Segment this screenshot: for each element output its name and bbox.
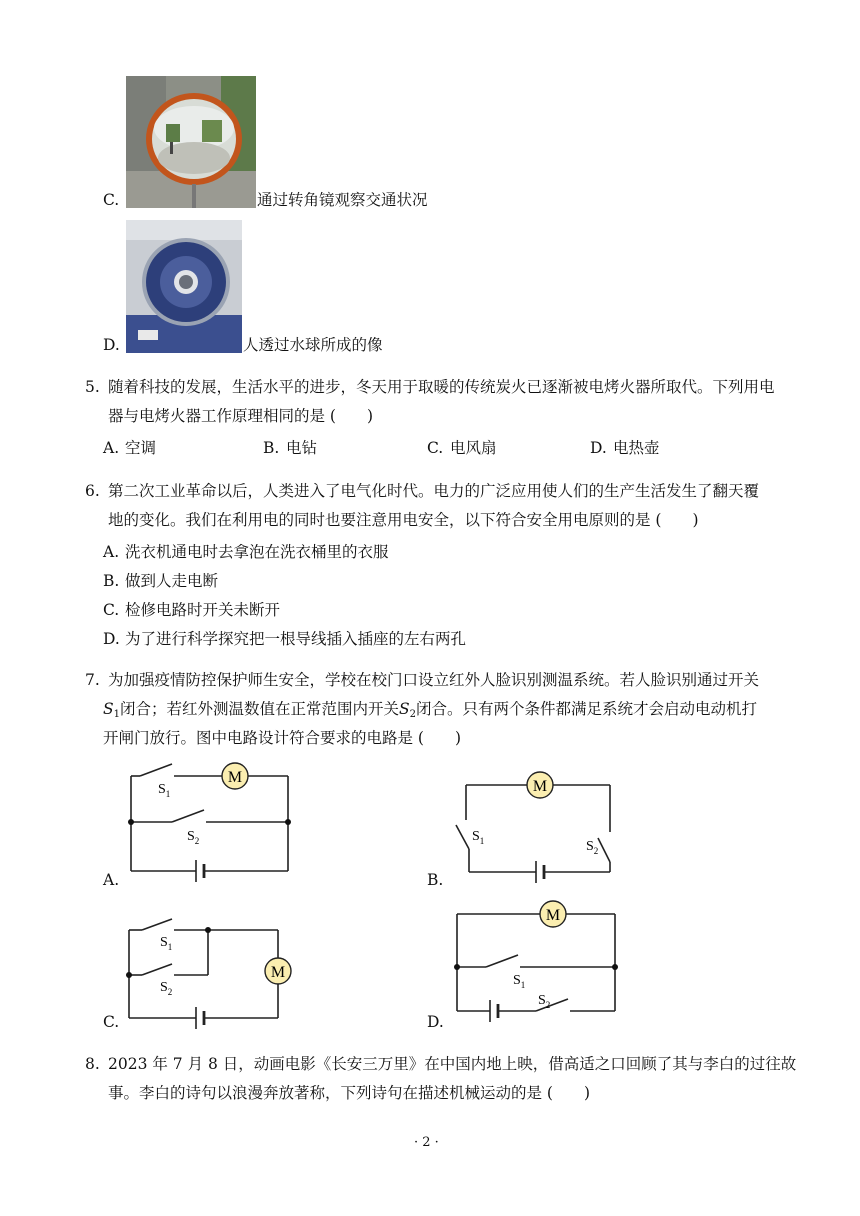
- circuit-diagram-d: [446, 898, 626, 1028]
- water-ball-photo: [126, 220, 242, 353]
- circuit-letter: C.: [103, 1013, 120, 1031]
- svg-text:M: M: [270, 964, 286, 981]
- circuit-diagram-c: [110, 912, 300, 1034]
- circuit-diagram-a: [100, 760, 300, 890]
- svg-text:S2: $S_2$: [538, 993, 551, 1010]
- option-text: 洗衣机通电时去拿泡在洗衣桶里的衣服: [125, 543, 389, 561]
- question-text: 事。李白的诗句以浪漫奔放著称，下列诗句在描述机械运动的是 ( ): [108, 1084, 591, 1102]
- option-c-letter: C.: [103, 191, 120, 209]
- svg-text:S1: $S_1$: [158, 782, 171, 799]
- svg-text:M: M: [545, 907, 561, 924]
- option-letter: C.: [103, 601, 120, 619]
- question-text: 随着科技的发展，生活水平的进步，冬天用于取暖的传统炭火已逐渐被电烤火器所取代。下列用电: [108, 378, 775, 396]
- option-text: 为了进行科学探究把一根导线插入插座的左右两孔: [125, 630, 467, 648]
- question-text: 为加强疫情防控保护师生安全，学校在校门口设立红外人脸识别测温系统。若人脸识别通过开关: [108, 671, 760, 689]
- option-text: 空调: [125, 439, 157, 457]
- question-text: 2023 年 7 月 8 日，动画电影《长安三万里》在中国内地上映，借高适之口回顾了其与李白的过往故: [108, 1055, 797, 1073]
- option-text: 电风扇: [450, 439, 497, 457]
- svg-text:S2: $S_2$: [160, 980, 173, 997]
- option-letter: B.: [103, 572, 120, 590]
- page-number: · 2 ·: [414, 1135, 439, 1150]
- circuit-letter: B.: [427, 871, 444, 889]
- option-letter: D.: [590, 439, 607, 457]
- circuit-diagram-b: [450, 768, 630, 888]
- question-text: 第二次工业革命以后，人类进入了电气化时代。电力的广泛应用使人们的生产生活发生了翻天覆: [108, 482, 760, 500]
- switch-symbol: S: [399, 700, 410, 718]
- question-number: 6.: [85, 482, 100, 500]
- question-text: 地的变化。我们在利用电的同时也要注意用电安全，以下符合安全用电原则的是 ( ): [108, 511, 699, 529]
- option-letter: D.: [103, 630, 120, 648]
- svg-text:M: M: [227, 769, 243, 786]
- switch-symbol: S: [103, 700, 114, 718]
- svg-text:S1: $S_1$: [513, 973, 526, 990]
- svg-text:S1: $S_1$: [472, 829, 485, 846]
- circuit-letter: D.: [427, 1013, 444, 1031]
- svg-text:M: M: [532, 778, 548, 795]
- option-d-caption: 人透过水球所成的像: [243, 336, 383, 354]
- option-letter: B.: [263, 439, 280, 457]
- question-number: 7.: [85, 671, 100, 689]
- option-text: 做到人走电断: [125, 572, 219, 590]
- convex-mirror-photo: [126, 76, 256, 208]
- svg-text:S2: $S_2$: [187, 829, 200, 846]
- option-d-letter: D.: [103, 336, 120, 354]
- option-letter: C.: [427, 439, 444, 457]
- svg-text:S1: $S_1$: [160, 935, 173, 952]
- question-number: 5.: [85, 378, 100, 396]
- option-text: 检修电路时开关未断开: [125, 601, 281, 619]
- question-text: $S_1$闭合；若红外测温数值在正常范围内开关$S_2$闭合。只有两个条件都满足系统才会启动电动机打: [103, 700, 758, 720]
- circuit-letter: A.: [103, 871, 120, 889]
- option-c-caption: 通过转角镜观察交通状况: [257, 191, 428, 209]
- question-text: 开闸门放行。图中电路设计符合要求的电路是 ( ): [103, 729, 462, 747]
- option-text: 电热壶: [613, 439, 660, 457]
- option-letter: A.: [103, 439, 120, 457]
- svg-text:S2: $S_2$: [586, 839, 599, 856]
- question-text: 器与电烤火器工作原理相同的是 ( ): [108, 407, 374, 425]
- question-number: 8.: [85, 1055, 100, 1073]
- option-letter: A.: [103, 543, 120, 561]
- option-text: 电钻: [286, 439, 318, 457]
